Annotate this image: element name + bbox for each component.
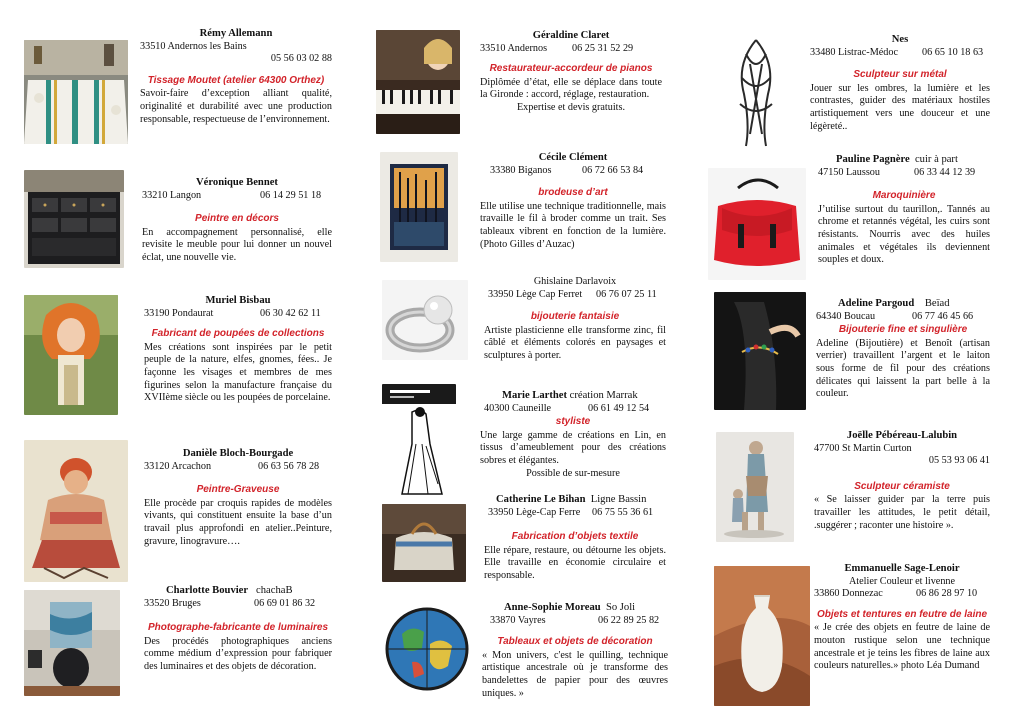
artisan-location: 33950 Lège-Cap Ferre 06 75 55 36 61 (488, 506, 654, 518)
artisan-name: Rémy Allemann (199, 28, 273, 39)
felt-vase-photo (714, 566, 810, 706)
artisan-location: 33950 Lège Cap Ferret 06 76 07 25 11 (488, 288, 657, 300)
artisan-description: Diplômée d’état, elle se déplace dans toute la Gironde : accord, réglage, restauration. (480, 76, 662, 101)
artisan-specialty: Maroquinière (872, 190, 936, 202)
artisan-specialty: Sculpteur sur métal (853, 69, 947, 81)
artisan-name: Marie Larthet création Marrak (502, 390, 638, 401)
artisan-location: 33860 Donnezac 06 86 28 97 10 (814, 588, 978, 600)
artisan-description: « Mon univers, c'est le quilling, technique artistique ancestrale où je transforme des bandelettes de papier pour des œuvres uniques. » (482, 649, 668, 699)
artisan-description: J’utilise surtout du taurillon,. Tannés au chrome et retannés végétal, les cuirs sont résistants. Nourris avec des huiles animales et végétales ils deviennent souples et doux. (818, 203, 990, 266)
artisan-location: 33120 Arcachon 06 63 56 78 28 (144, 460, 320, 472)
artisan-note: Possible de sur-mesure (526, 467, 620, 479)
artisan-name: Géraldine Claret (532, 30, 610, 41)
artisan-specialty: Tableaux et objets de décoration (497, 636, 653, 648)
artisan-name: Catherine Le Bihan Ligne Bassin (496, 494, 647, 505)
artisan-specialty: bijouterie fantaisie (530, 311, 620, 323)
artisan-subtitle: Atelier Couleur et livenne (848, 575, 956, 587)
artisan-note: Expertise et devis gratuits. (516, 101, 626, 113)
artisan-specialty: Fabrication d’objets textile (511, 531, 639, 543)
artisan-location: 33870 Vayres 06 22 89 25 82 (490, 614, 660, 626)
artisan-name: Adeline Pargoud Beïad (838, 298, 950, 309)
artisan-location: 47150 Laussou 06 33 44 12 39 (818, 166, 976, 178)
artisan-name: Joëlle Pébéreau-Lalubin (846, 430, 958, 441)
artisan-location: 33510 Andernos 06 25 31 52 29 (480, 42, 634, 54)
piano-photo (376, 30, 460, 134)
artisan-name: Pauline Pagnère cuir à part (836, 154, 958, 165)
artisan-location: 33480 Listrac-Médoc 06 65 10 18 63 (810, 46, 984, 58)
quilling-globe-photo (382, 604, 472, 694)
artisan-phone: 05 53 93 06 41 (928, 455, 990, 467)
fashion-sketch-photo (382, 384, 456, 500)
artisan-name: Ghislaine Darlavoix (533, 276, 617, 287)
table-runner-photo (24, 40, 128, 144)
painted-sideboard-photo (24, 170, 124, 268)
red-bag-photo (708, 168, 806, 280)
artisan-description: En accompagnement personnalisé, elle revisite le meuble pour lui donner un nouvel éclat, une nouvelle vie. (142, 226, 332, 263)
artisan-description: Des procédés photographiques anciens comme médium d’expression pour fabriquer des luminaires et des objets de décoration. (144, 635, 332, 672)
bracelet-photo (714, 292, 806, 410)
artisan-description: Adeline (Bijoutière) et Benoît (artisan verrier) travaillent l’argent et le laiton sous forme de fil pour des créations délicates qui laissent la part belle à la couleur. (816, 337, 990, 400)
artisan-description: Artiste plasticienne elle transforme zinc, fil câblé et éléments colorés en paysages et sculptures à porter. (484, 324, 666, 361)
artisan-description: Une large gamme de créations en Lin, en tissus d’ameublement pour des créations sobres et élégantes. (480, 429, 666, 466)
artisan-description: Mes créations sont inspirées par le petit peuple de la nature, elfes, gnomes, fées.. Je façonne les visages et membres de mes figurines selon la manufacture française du XVIIème siècle ou les poupées de porcelaine. (144, 341, 332, 404)
artisan-phone: 05 56 03 02 88 (270, 53, 332, 65)
artisan-name: Danièle Bloch-Bourgade (182, 448, 294, 459)
artisan-specialty: Restaurateur-accordeur de pianos (489, 63, 653, 75)
doll-photo (24, 295, 118, 415)
artisan-location: 33210 Langon 06 14 29 51 18 (142, 189, 322, 201)
artisan-specialty: brodeuse d’art (538, 187, 608, 199)
artisan-specialty: Objets et tentures en feutre de laine (816, 608, 988, 620)
artisan-name: Cécile Clément (538, 152, 608, 163)
artisan-specialty: styliste (555, 416, 591, 428)
artisan-description: Savoir-faire d’exception alliant qualité, originalité et durabilité avec une production responsable, respectueuse de l’environnement. (140, 88, 332, 125)
metal-sculpture-photo (716, 34, 796, 150)
artisan-name: Anne-Sophie Moreau So Joli (504, 602, 636, 613)
artisan-description: « Se laisser guider par la terre puis travailler les attitudes, le petit détail, .suggérer ; raconter une histoire ». (814, 494, 990, 531)
embroidery-photo (380, 152, 458, 262)
artisan-description: Elle utilise une technique traditionnelle, mais travaille le fil à broder comme un trait. Ses tableaux vibrent en fonction de la lumière. (Photo Gilles d’Auzac) (480, 200, 666, 250)
artisan-description: « Je crée des objets en feutre de laine de mouton rustique selon une technique ancestrale et je teins les fibres de laine aux couleurs naturelles.» photo Léa Dumand (814, 622, 990, 672)
ceramic-figures-photo (716, 432, 794, 542)
artisan-description: Elle répare, restaure, ou détourne les objets. Elle travaille en économie circulaire et responsable. (484, 544, 666, 581)
lamp-photo (24, 590, 120, 696)
artisan-location: 40300 Cauneille 06 61 49 12 54 (484, 402, 650, 414)
artisan-description: Elle procède par croquis rapides de modèles vivants, qui constituent ensuite la base d’un travail plus approfondi en atelier..Peinture, gravure, linogravure…. (144, 497, 332, 547)
artisan-name: Muriel Bisbau (205, 295, 271, 306)
artisan-name: Emmanuelle Sage-Lenoir (844, 563, 960, 574)
artisan-specialty: Peintre en décors (195, 213, 279, 225)
artisan-specialty: Bijouterie fine et singulière (838, 324, 968, 336)
artisan-specialty: Peintre-Graveuse (196, 484, 280, 496)
artisan-name: Charlotte Bouvier chachaB (166, 585, 293, 596)
painting-photo (24, 440, 128, 582)
artisan-location: 33520 Bruges 06 69 01 86 32 (144, 597, 316, 609)
artisan-location: 47700 St Martin Curton (814, 442, 912, 454)
artisan-location: 33190 Pondaurat 06 30 42 62 11 (144, 307, 321, 319)
artisan-location: 64340 Boucau 06 77 46 45 66 (816, 310, 974, 322)
artisan-description: Jouer sur les ombres, la lumière et les contrastes, guider des matériaux hostiles artistiquement vers une douceur et une légèreté.. (810, 82, 990, 132)
artisan-specialty: Photographe-fabricante de luminaires (147, 622, 329, 634)
artisan-specialty: Tissage Moutet (atelier 64300 Orthez) (147, 74, 325, 86)
textile-bag-photo (382, 504, 466, 582)
artisan-specialty: Sculpteur céramiste (854, 480, 950, 492)
artisan-name: Véronique Bennet (196, 177, 278, 188)
artisan-name: Nes (891, 34, 909, 45)
ring-photo (382, 280, 468, 360)
artisan-location: 33380 Biganos 06 72 66 53 84 (490, 164, 644, 176)
artisan-specialty: Fabricant de poupées de collections (151, 328, 325, 340)
artisan-location: 33510 Andernos les Bains (140, 40, 247, 52)
